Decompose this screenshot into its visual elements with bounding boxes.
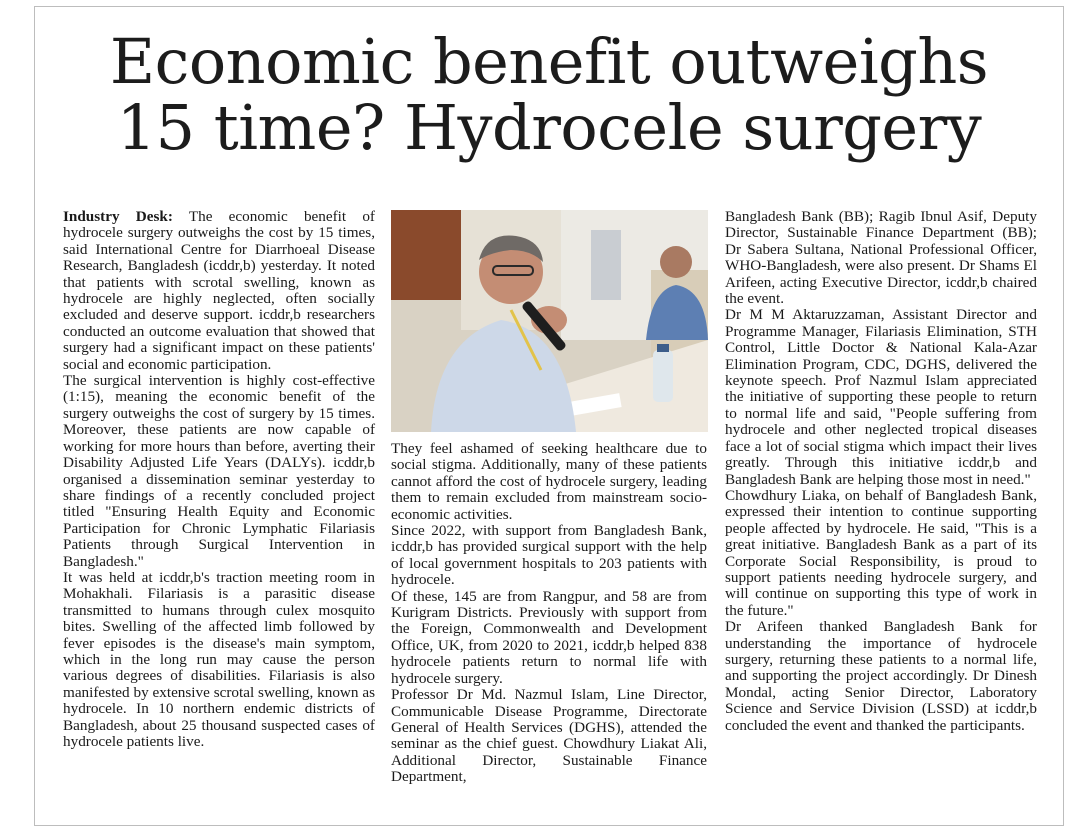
paragraph: Industry Desk: The economic benefit of hydrocele surgery outweighs the cost by 15 times, said International Centre for Diarrhoeal Disease Research, Bangladesh (icddr,b) yesterday. It noted that patients with scrotal swelling, known as hydrocele are highly neglected, often socially excluded and deserve support. icddr,b researchers conducted an outcome evaluation that showed that surgery had a significant impact on these patients' social and economic participation. (63, 208, 375, 373)
article-column-3 (725, 209, 1037, 734)
paragraph: Chowdhury Liaka, on behalf of Bangladesh Bank, expressed their intention to continue supporting people affected by hydrocele. He said, "This is a great initiative. Bangladesh Bank as a part of its Corporate Social Responsibility, is proud to support patients needing hydrocele surgery, and will continue on supporting this type of work in the future." (725, 486, 1037, 619)
paragraph: It was held at icddr,b's traction meeting room in Mohakhali. Filariasis is a parasitic disease transmitted to humans through culex mosquito bites. Swelling of the affected limb followed by fever episodes is the disease's main symptom, which in the long run may cause the person various degrees of disabilities. Filariasis is also manifested by extensive scrotal swelling, known as hydrocele. In 10 northern endemic districts of Bangladesh, about 25 thousand suspected cases of hydrocele patients live. (63, 568, 375, 750)
headline-line-1: Economic benefit outweighs (109, 25, 989, 98)
paragraph: The surgical intervention is highly cost-effective (1:15), meaning the economic benefit of the surgery outweighs the cost of surgery by 15 times. Moreover, these patients are now capable of working for more hours than before, averting their Disability Adjusted Life Years (DALYs). icddr,b organised a dissemination seminar yesterday to share findings of a recently concluded project titled "Ensuring Health Equity and Economic Participation for Chronic Lymphatic Filariasis Patients through Surgical Intervention in Bangladesh." (63, 372, 375, 570)
seminar-photo (391, 210, 708, 432)
headline-line-2: 15 time? Hydrocele surgery (116, 91, 982, 164)
paragraph: They feel ashamed of seeking healthcare due to social stigma. Additionally, many of these patients cannot afford the cost of hydrocele surgery, leading them to remain excluded from mainstream socio-economic activities. (391, 440, 707, 523)
paragraph: Since 2022, with support from Bangladesh Bank, icddr,b has provided surgical support with the help of local government hospitals to 203 patients with hydrocele. (391, 522, 707, 589)
newspaper-clipping (34, 6, 1064, 826)
paragraph: Dr M M Aktaruzzaman, Assistant Director and Programme Manager, Filariasis Elimination, STH Control, Little Doctor & National Kala-Azar Elimination Program, CDC, DGHS, delivered the keynote speech. Prof Nazmul Islam appreciated the initiative of supporting these people to return to normal life and said, "People suffering from hydrocele and other neglected tropical diseases face a lot of social stigma which impact their lives greatly. Through this initiative icddr,b and Bangladesh Bank are helping those most in need." (725, 306, 1037, 488)
paragraph: Bangladesh Bank (BB); Ragib Ibnul Asif, Deputy Director, Sustainable Finance Department (BB); Dr Sabera Sultana, National Professional Officer, WHO-Bangladesh, were also present. Dr Shams El Arifeen, acting Executive Director, icddr,b chaired the event. (725, 208, 1037, 308)
article-column-1 (63, 209, 375, 750)
headline (35, 25, 1063, 164)
byline: Industry Desk: (63, 208, 173, 225)
paragraph: Dr Arifeen thanked Bangladesh Bank for understanding the importance of hydrocele surgery, returning these patients to a normal life, and supporting the project accordingly. Dr Dinesh Mondal, acting Senior Director, Laboratory Science and Service Division (LSSD) at icddr,b concluded the event and thanked the participants. (725, 618, 1037, 734)
paragraph: Of these, 145 are from Rangpur, and 58 are from Kurigram Districts. Previously with support from the Foreign, Commonwealth and Development Office, UK, from 2020 to 2021, icddr,b helped 838 hydrocele patients return to normal life with hydrocele surgery. (391, 587, 707, 687)
article-column-2 (391, 441, 707, 786)
paragraph: Professor Dr Md. Nazmul Islam, Line Director, Communicable Disease Programme, Directorate General of Health Services (DGHS), attended the seminar as the chief guest. Chowdhury Liakat Ali, Additional Director, Sustainable Finance Department, (391, 686, 707, 786)
